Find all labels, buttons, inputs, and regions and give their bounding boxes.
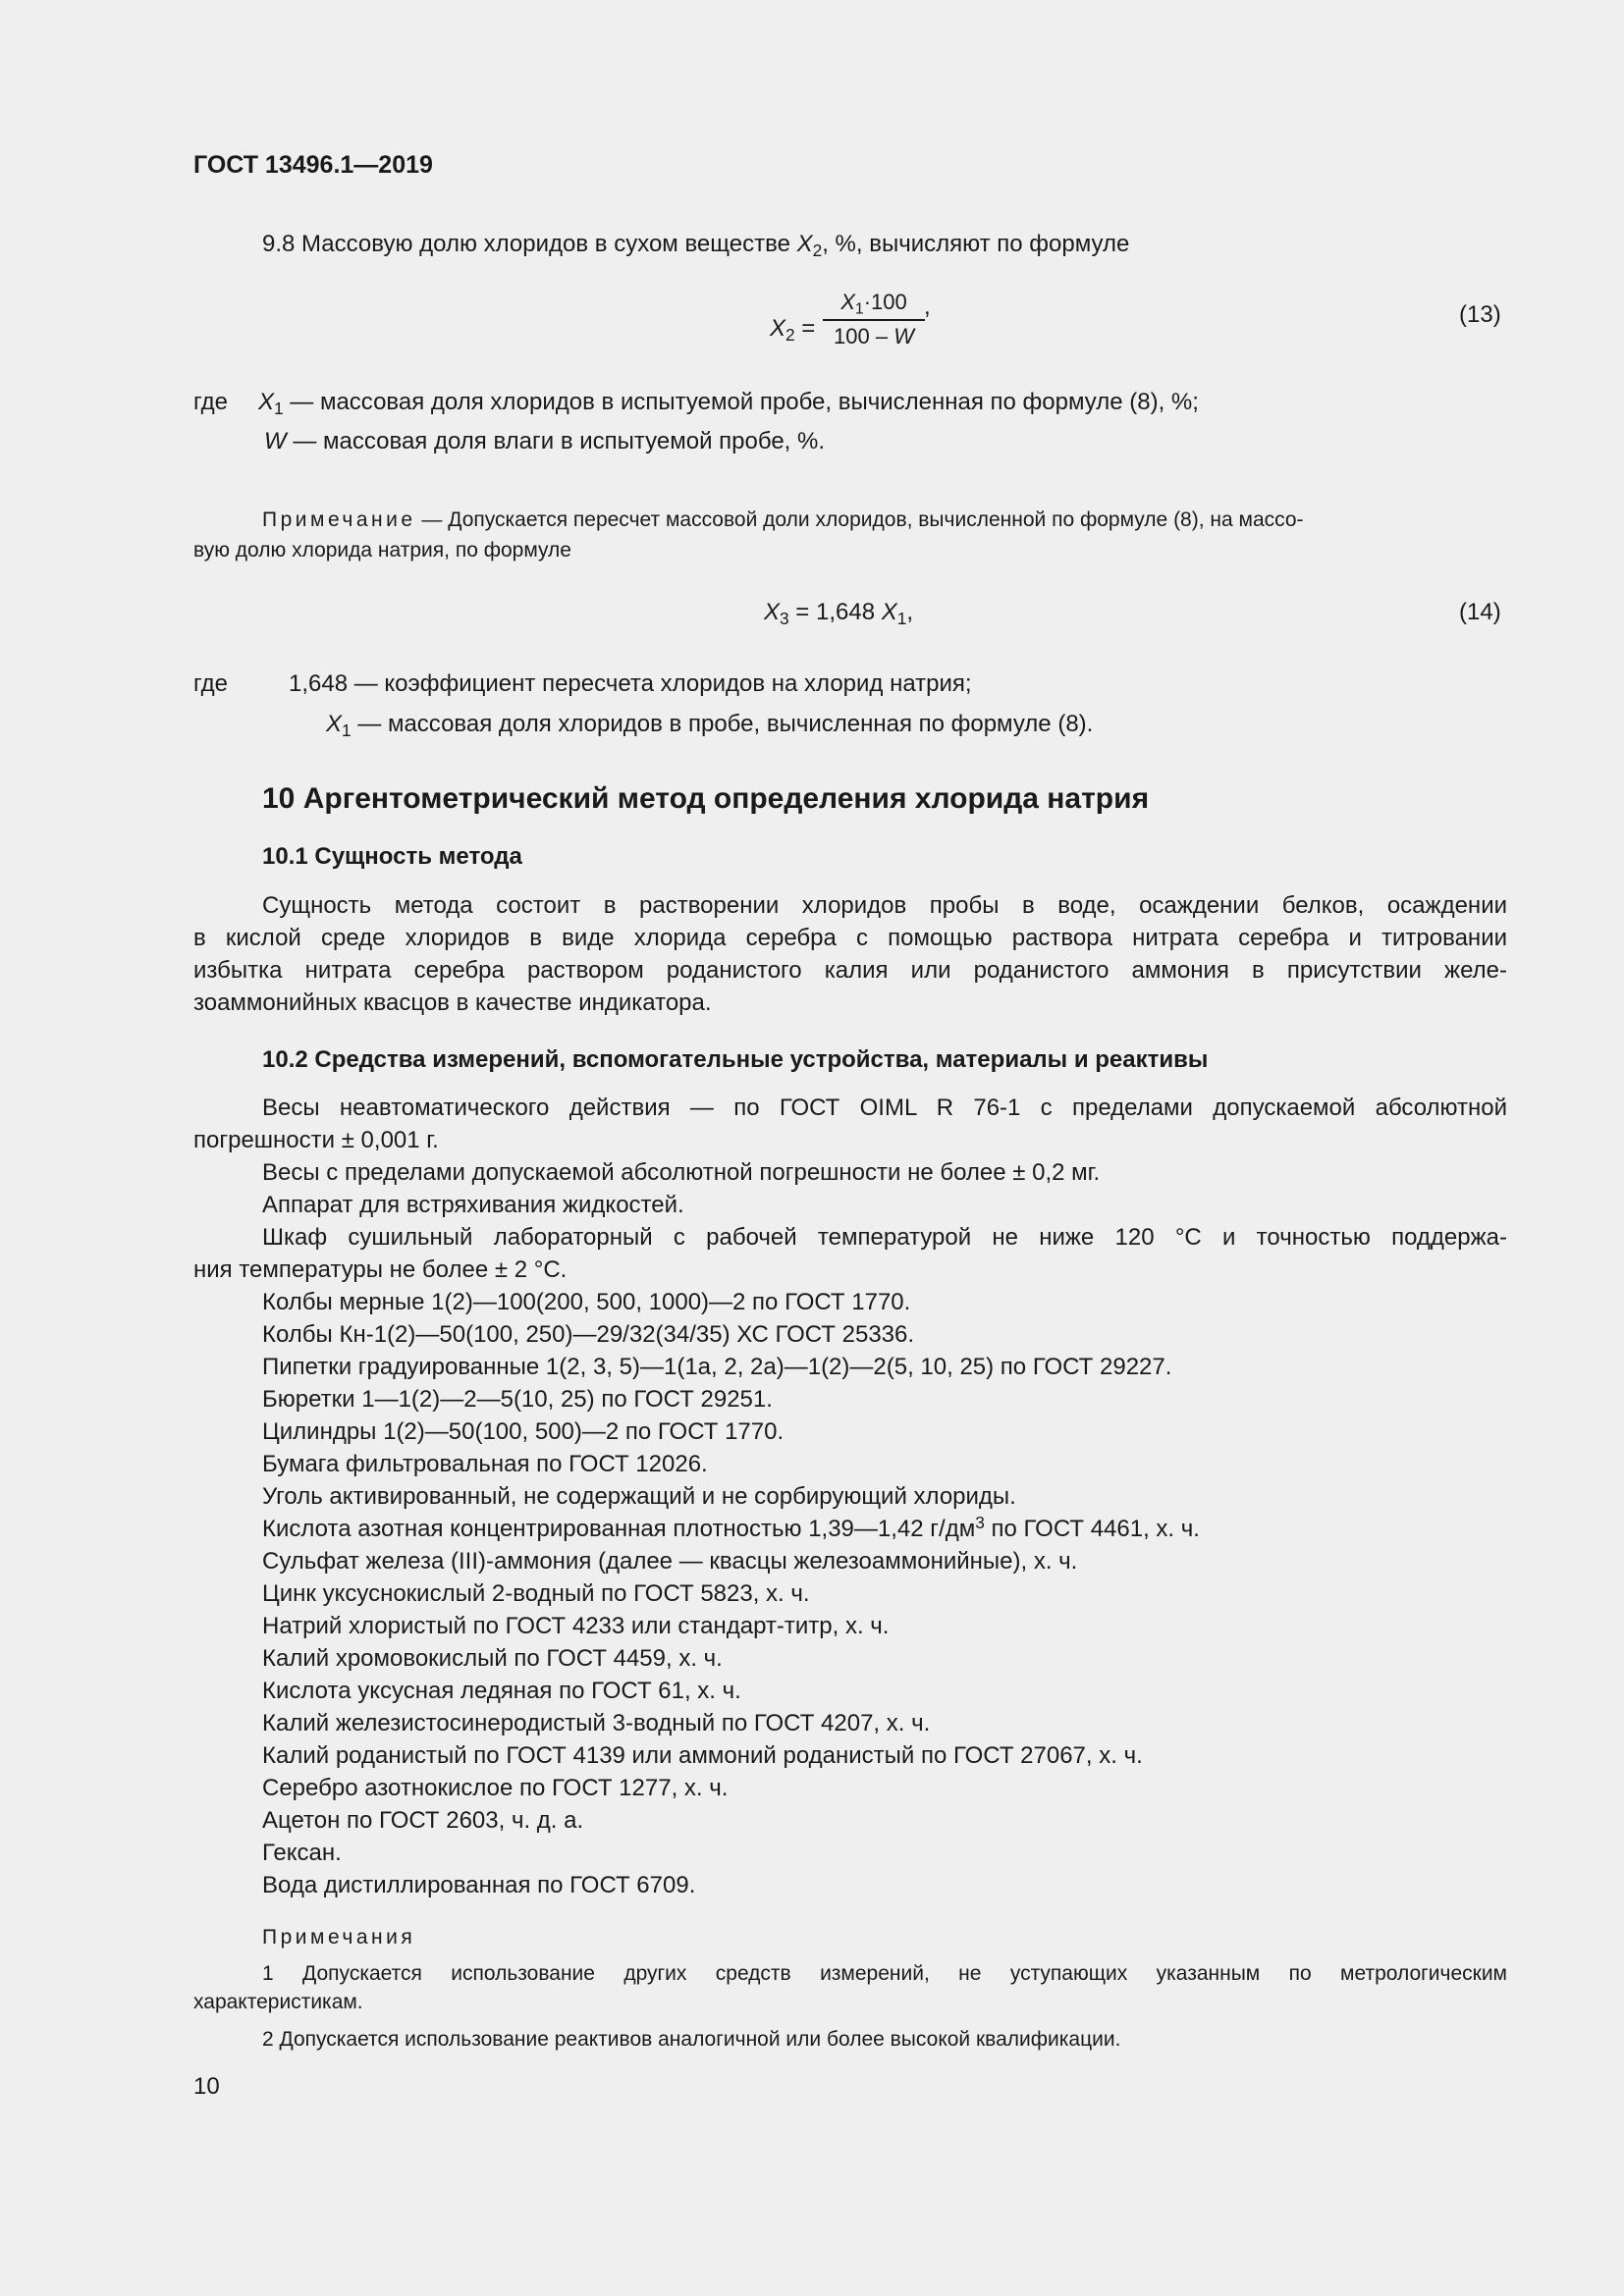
- formula-13-number: (13): [1459, 301, 1501, 328]
- where-13-line-1: $X_1$ — массовая доля хлоридов в испытуемой пробе, вычисленная по формуле (8), %;: [258, 389, 1199, 418]
- list-item: Вода дистиллированная по ГОСТ 6709.: [262, 1872, 696, 1898]
- where-13-line-2: W — массовая доля влаги в испытуемой пробе, %.: [264, 428, 826, 454]
- formula-14-number: (14): [1459, 599, 1501, 625]
- list-item: Шкаф сушильный лабораторный с рабочей температурой не ниже 120 °С и точностью поддержа-: [262, 1224, 1507, 1251]
- list-item: Калий роданистый по ГОСТ 4139 или аммоний роданистый по ГОСТ 27067, х. ч.: [262, 1742, 1143, 1769]
- page-number: 10: [193, 2073, 220, 2100]
- note-line-2: вую долю хлорида натрия, по формуле: [193, 539, 571, 561]
- list-item: Цилиндры 1(2)—50(100, 500)—2 по ГОСТ 1770.: [262, 1418, 785, 1445]
- list-item: Бумага фильтровальная по ГОСТ 12026.: [262, 1451, 708, 1477]
- list-item: Серебро азотнокислое по ГОСТ 1277, х. ч.: [262, 1775, 729, 1801]
- where-14-line-2: $X_1$ — массовая доля хлоридов в пробе, вычисленная по формуле (8).: [326, 711, 1094, 740]
- notes-list: [193, 1959, 1507, 2054]
- list-item: Уголь активированный, не содержащий и не сорбирующий хлориды.: [262, 1483, 1016, 1510]
- list-item: Колбы Кн-1(2)—50(100, 250)—29/32(34/35) ХС ГОСТ 25336.: [262, 1321, 915, 1348]
- list-item: Бюретки 1—1(2)—2—5(10, 25) по ГОСТ 29251.: [262, 1386, 773, 1413]
- list-item: Весы с пределами допускаемой абсолютной погрешности не более ± 0,2 мг.: [262, 1159, 1101, 1186]
- list-item: Весы неавтоматического действия — по ГОСТ OIML R 76-1 с пределами допускаемой абсолютной: [262, 1095, 1507, 1121]
- where-label-13: где: [193, 389, 229, 415]
- list-item: Колбы мерные 1(2)—100(200, 500, 1000)—2 по ГОСТ 1770.: [262, 1289, 911, 1315]
- list-item: Калий хромовокислый по ГОСТ 4459, х. ч.: [262, 1645, 723, 1672]
- list-item: Ацетон по ГОСТ 2603, ч. д. а.: [262, 1807, 584, 1834]
- list-item: Пипетки градуированные 1(2, 3, 5)—1(1а, 2, 2а)—1(2)—2(5, 10, 25) по ГОСТ 29227.: [262, 1354, 1172, 1380]
- list-item: Цинк уксуснокислый 2-водный по ГОСТ 5823, х. ч.: [262, 1580, 810, 1607]
- paragraph-9-8: 9.8 Массовую долю хлоридов в сухом веществе $X_2$, %, вычисляют по формуле: [262, 231, 1130, 260]
- formula-13-denominator: 100 – W: [834, 324, 914, 348]
- list-item: Сульфат железа (III)-аммония (далее — квасцы железоаммонийные), х. ч.: [262, 1548, 1078, 1575]
- subsection-10-2-title: 10.2 Средства измерений, вспомогательные устройства, материалы и реактивы: [262, 1046, 1209, 1073]
- subsection-10-2-list: [193, 1092, 1507, 1901]
- note-line-1: Примечание — Допускается пересчет массовой доли хлоридов, вычисленной по формуле (8), на массо-: [262, 508, 1304, 531]
- list-item: Калий железистосинеродистый 3-водный по ГОСТ 4207, х. ч.: [262, 1710, 931, 1736]
- document-header: ГОСТ 13496.1—2019: [193, 151, 433, 179]
- body-line: в кислой среде хлоридов в виде хлорида серебра с помощью раствора нитрата серебра и титровании: [193, 925, 1507, 951]
- list-item: Натрий хлористый по ГОСТ 4233 или стандарт-титр, х. ч.: [262, 1613, 890, 1639]
- subsection-10-1-title: 10.1 Сущность метода: [262, 843, 522, 870]
- note-item-1: 1 Допускается использование других средств измерений, не уступающих указанным по метрологическим: [262, 1962, 1507, 1985]
- list-item: погрешности ± 0,001 г.: [193, 1127, 439, 1153]
- list-item: Кислота азотная концентрированная плотностью 1,39—1,42 $г/дм^3$ по ГОСТ 4461, х. ч.: [262, 1513, 1200, 1542]
- notes-label: Примечания: [262, 1926, 416, 1949]
- note-item-1-cont: характеристикам.: [193, 1991, 363, 2013]
- formula-14: $X_3 = 1,648$ $X_1$,: [764, 599, 913, 628]
- section-10-title: 10 Аргентометрический метод определения хлорида натрия: [262, 782, 1150, 815]
- formula-13-fraction-bar: [823, 319, 925, 321]
- subsection-10-1-body: [193, 889, 1507, 1019]
- body-line: зоаммонийных квасцов в качестве индикатора.: [193, 989, 712, 1016]
- body-line: Сущность метода состоит в растворении хлоридов пробы в воде, осаждении белков, осаждении: [262, 892, 1507, 919]
- where-14-line-1: 1,648 — коэффициент пересчета хлоридов на хлорид натрия;: [289, 670, 972, 697]
- list-item: Гексан.: [262, 1840, 342, 1866]
- formula-13-numerator: $X_1\cdot 100$: [840, 290, 907, 318]
- where-label-14: где: [193, 670, 229, 697]
- formula-13-comma: ,: [924, 294, 931, 320]
- body-line: избытка нитрата серебра раствором роданистого калия или роданистого аммония в присутствии желе-: [193, 957, 1507, 984]
- list-item: ния температуры не более ± 2 °С.: [193, 1256, 568, 1283]
- formula-13-lhs: $X_2$ =: [770, 315, 816, 345]
- note-item-2: 2 Допускается использование реактивов аналогичной или более высокой квалификации.: [262, 2028, 1121, 2051]
- list-item: Кислота уксусная ледяная по ГОСТ 61, х. ч.: [262, 1678, 741, 1704]
- list-item: Аппарат для встряхивания жидкостей.: [262, 1192, 684, 1218]
